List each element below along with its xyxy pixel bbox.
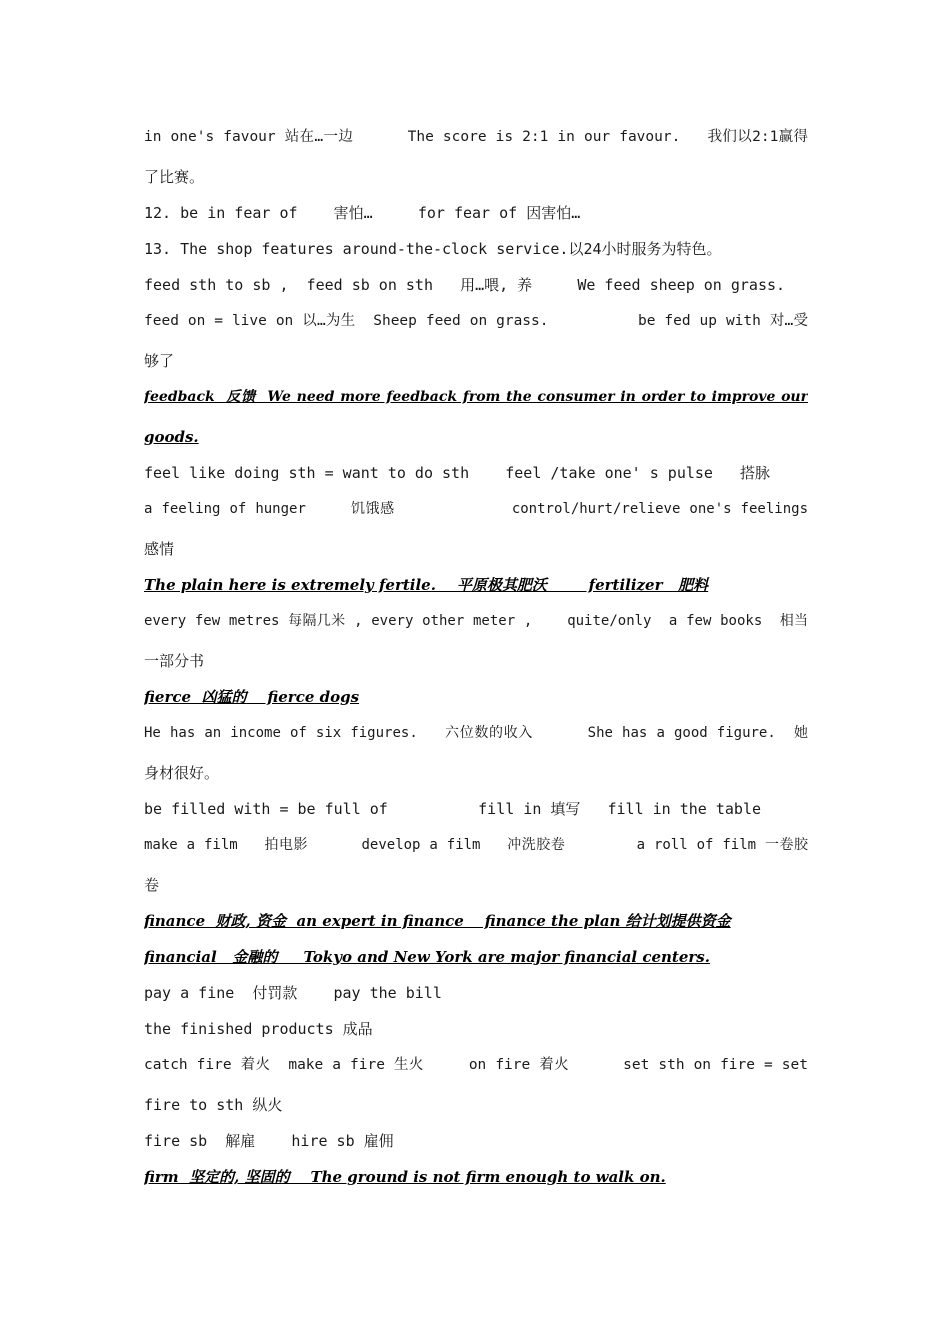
- text-line: feed on = live on 以…为生 Sheep feed on grass. be fed up with 对…受: [144, 313, 808, 329]
- text-line: pay a fine 付罚款 pay the bill: [144, 984, 442, 1002]
- text-line: 一部分书: [144, 652, 205, 670]
- text-line: 够了: [144, 352, 175, 370]
- text-line: make a film 拍电影 develop a film 冲洗胶卷 a roll of film 一卷胶: [144, 837, 808, 853]
- text-line: be filled with = be full of fill in 填写 fill in the table: [144, 800, 761, 818]
- text-line: 了比赛。: [144, 168, 205, 186]
- text-line: every few metres 每隔几米 , every other meter , quite/only a few books 相当: [144, 613, 808, 629]
- text-line: the finished products 成品: [144, 1020, 373, 1038]
- text-line: catch fire 着火 make a fire 生火 on fire 着火 set sth on fire = set: [144, 1057, 808, 1073]
- highlighted-line: feedback 反馈 We need more feedback from the consumer in order to improve our: [144, 389, 808, 405]
- text-line: a feeling of hunger 饥饿感 control/hurt/relieve one's feelings: [144, 501, 808, 517]
- text-line: 13. The shop features around-the-clock service.以24小时服务为特色。: [144, 240, 722, 258]
- highlighted-line: firm 坚定的, 坚固的 The ground is not firm enough to walk on.: [144, 1168, 666, 1186]
- text-line: feel like doing sth = want to do sth feel /take one' s pulse 搭脉: [144, 464, 771, 482]
- highlighted-line: financial 金融的 Tokyo and New York are major financial centers.: [144, 948, 710, 966]
- highlighted-line: finance 财政, 资金 an expert in finance finance the plan 给计划提供资金: [144, 912, 731, 930]
- text-line: feed sth to sb , feed sb on sth 用…喂, 养 We feed sheep on grass.: [144, 276, 786, 294]
- text-line: in one's favour 站在…一边 The score is 2:1 in our favour. 我们以2:1赢得: [144, 129, 808, 145]
- highlighted-line: The plain here is extremely fertile. 平原极其肥沃 fertilizer 肥料: [144, 576, 709, 594]
- text-line: 感情: [144, 540, 175, 558]
- text-line: fire sb 解雇 hire sb 雇佣: [144, 1132, 394, 1150]
- text-line: 12. be in fear of 害怕… for fear of 因害怕…: [144, 204, 581, 222]
- vocabulary-notes: [144, 124, 808, 1200]
- text-line: 卷: [144, 876, 160, 894]
- text-line: He has an income of six figures. 六位数的收入 She has a good figure. 她: [144, 725, 808, 741]
- text-line: 身材很好。: [144, 764, 220, 782]
- highlighted-line: goods.: [144, 428, 199, 446]
- text-line: fire to sth 纵火: [144, 1096, 283, 1114]
- highlighted-line: fierce 凶猛的 fierce dogs: [144, 688, 360, 706]
